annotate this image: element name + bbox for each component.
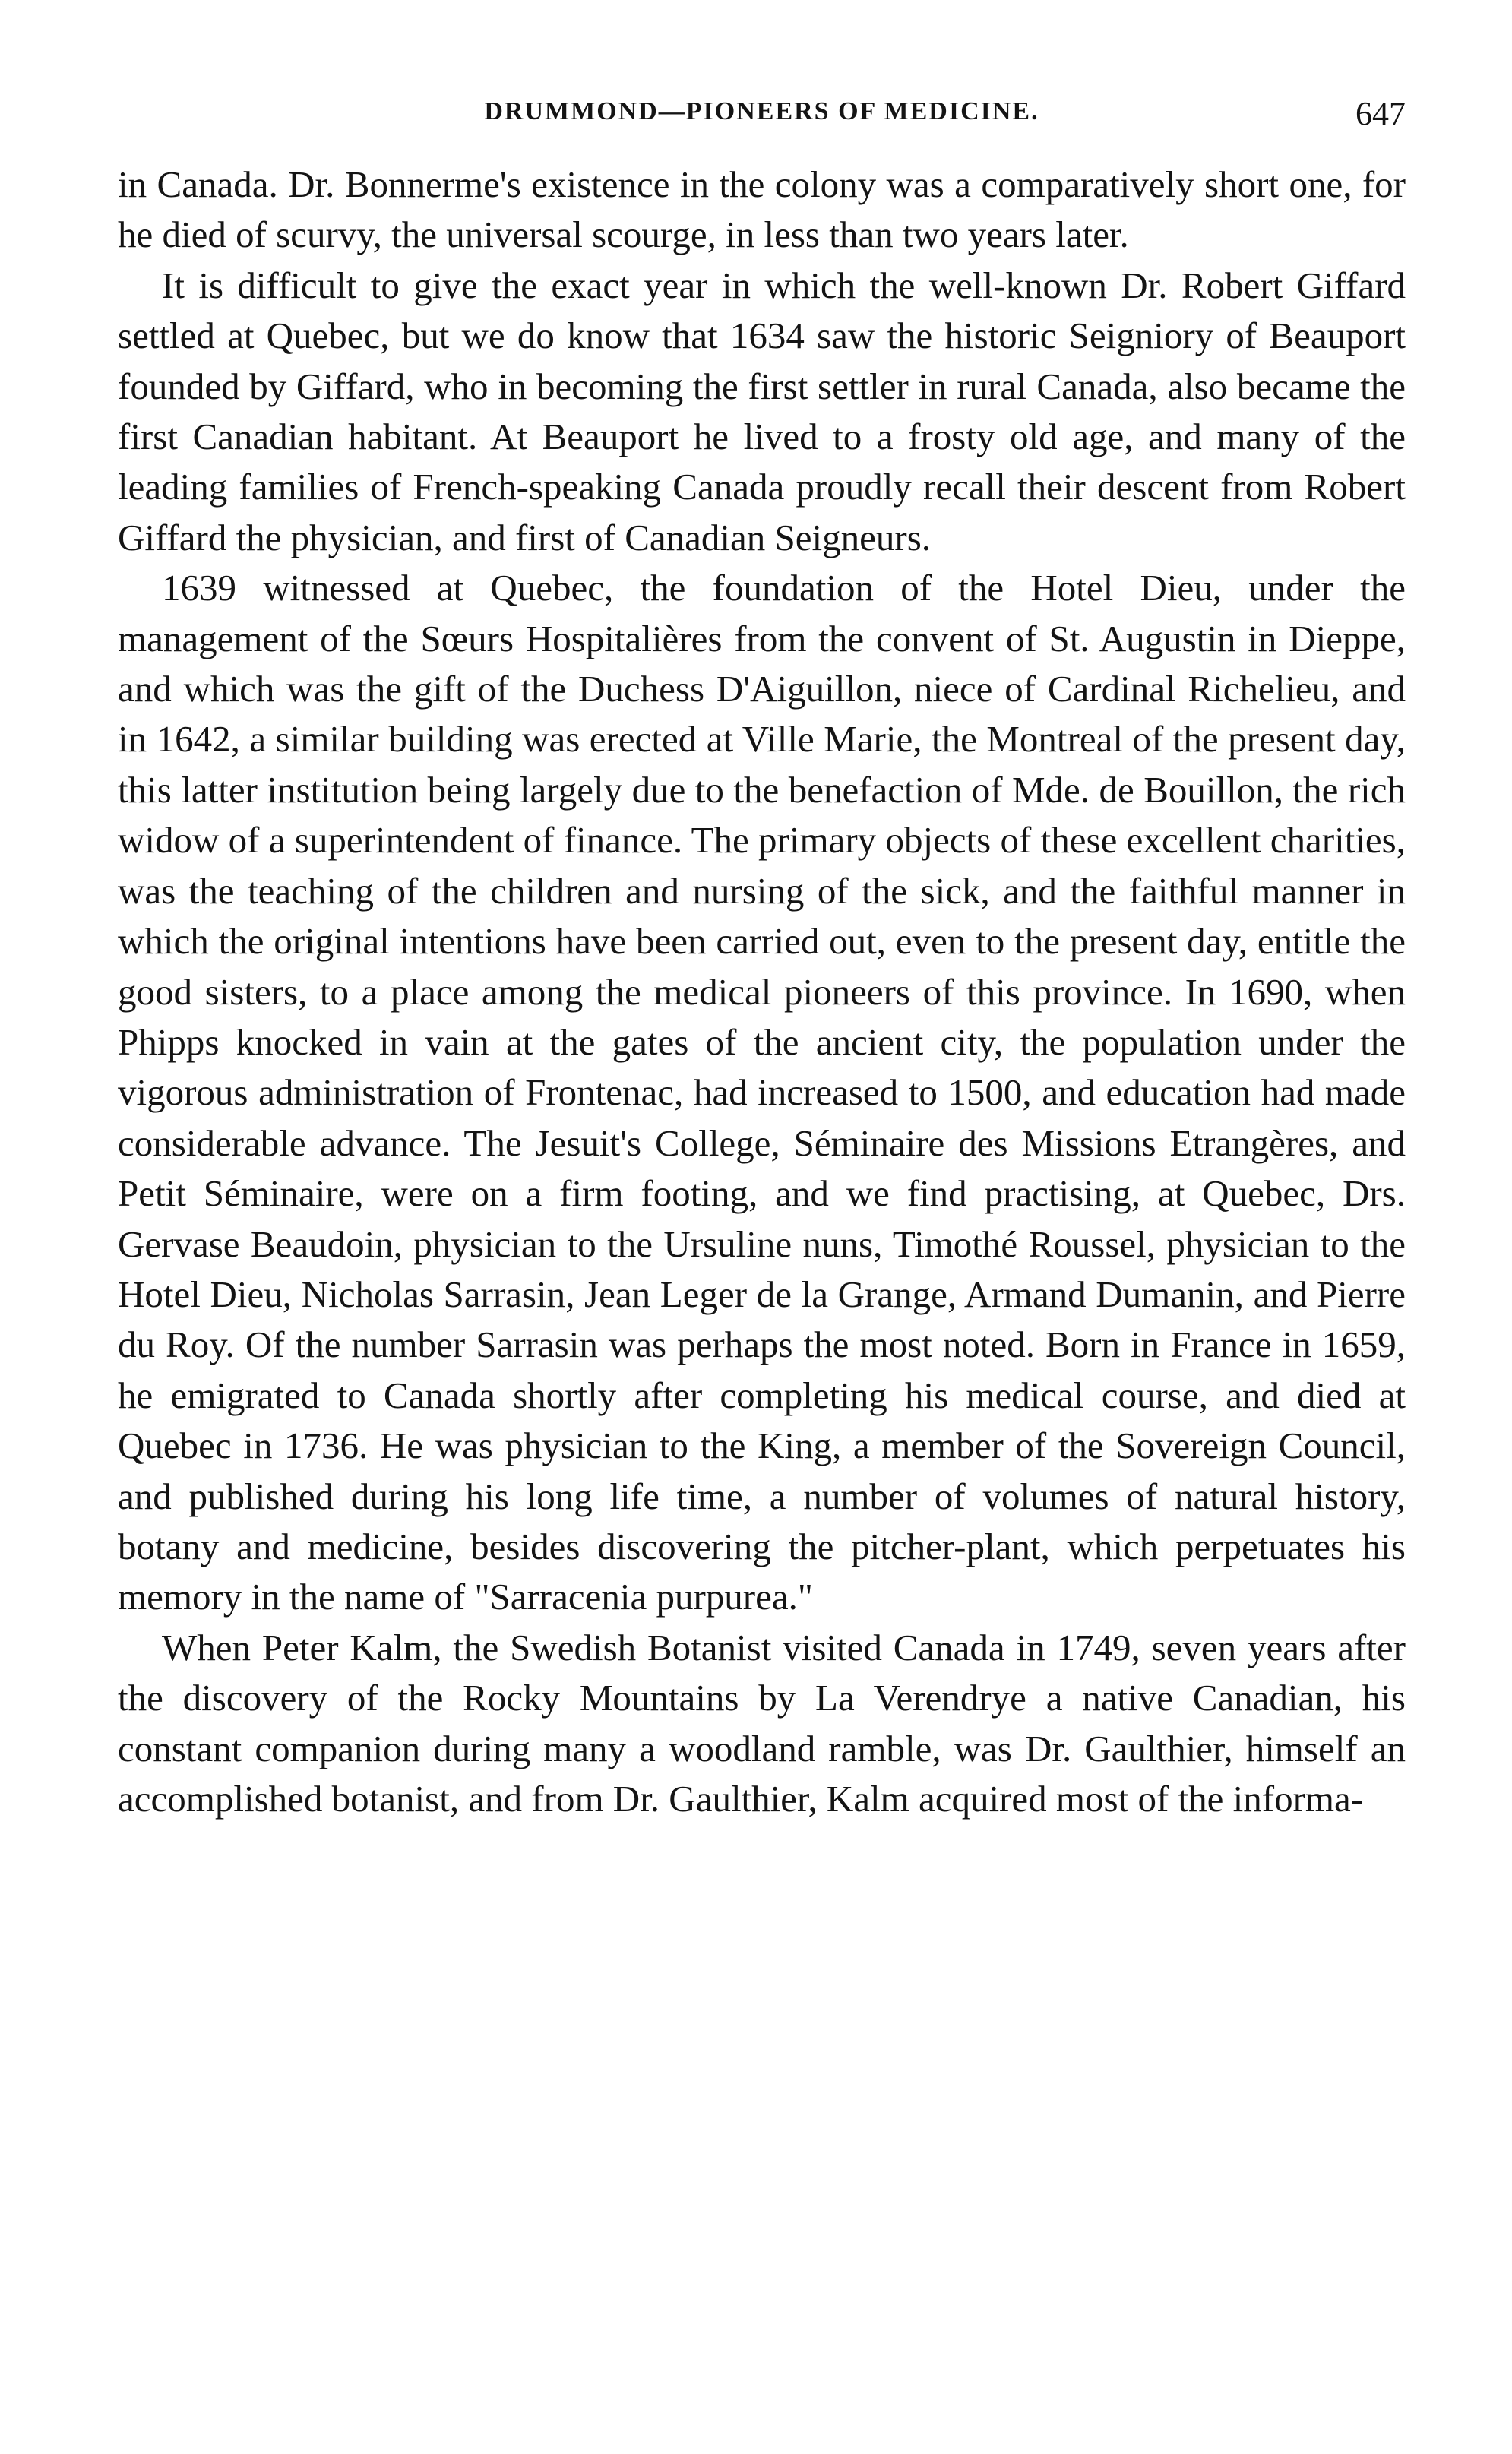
page-number: 647 [1355, 95, 1406, 132]
paragraph-2: It is difficult to give the exact year in which the well-known Dr. Robert Giffard settled at Quebec, but we do know that 1634 saw the historic Seigniory of Beauport founded by Giffard, who in becoming the first settler in rural Canada, also became the first Canadian habitant. At Beauport he lived to a frosty old age, and many of the leading families of French-speaking Canada proudly recall their descent from Robert Giffard the physician, and first of Canadian Seigneurs. [118, 264, 1406, 558]
body-text [118, 160, 1406, 1824]
paragraph-1: in Canada. Dr. Bonnerme's existence in the colony was a comparatively short one, for he died of scurvy, the universal scourge, in less than two years later. [118, 163, 1406, 256]
running-title: DRUMMOND—PIONEERS OF MEDICINE. [484, 97, 1039, 125]
paragraph-3: 1639 witnessed at Quebec, the foundation of the Hotel Dieu, under the management of the Sœurs Hospitalières from the convent of St. Augustin in Dieppe, and which was the gift of the Duchess D'Aiguillon, niece of Cardinal Richelieu, and in 1642, a similar building was erected at Ville Marie, the Montreal of the present day, this latter institution being largely due to the benefaction of Mde. de Bouillon, the rich widow of a superintendent of finance. The primary objects of these excellent charities, was the teaching of the children and nursing of the sick, and the faithful manner in which the original intentions have been carried out, even to the present day, entitle the good sisters, to a place among the medical pioneers of this province. In 1690, when Phipps knocked in vain at the gates of the ancient city, the population under the vigorous administration of Frontenac, had increased to 1500, and education had made considerable advance. The Jesuit's College, Séminaire des Missions Etrangères, and Petit Séminaire, were on a firm footing, and we find practising, at Quebec, Drs. Gervase Beaudoin, physician to the Ursuline nuns, Timothé Roussel, physician to the Hotel Dieu, Nicholas Sarrasin, Jean Leger de la Grange, Armand Dumanin, and Pierre du Roy. Of the number Sarrasin was perhaps the most noted. Born in France in 1659, he emigrated to Canada shortly after completing his medical course, and died at Quebec in 1736. He was physician to the King, a member of the Sovereign Council, and published during his long life time, a number of volumes of natural history, botany and medicine, besides discovering the pitcher-plant, which perpetuates his memory in the name of "Sarracenia purpurea." [118, 567, 1406, 1618]
running-head [118, 97, 1406, 143]
paragraph-4: When Peter Kalm, the Swedish Botanist visited Canada in 1749, seven years after the discovery of the Rocky Mountains by La Verendrye a native Canadian, his constant companion during many a woodland ramble, was Dr. Gaulthier, himself an accomplished botanist, and from Dr. Gaulthier, Kalm acquired most of the informa- [118, 1626, 1406, 1820]
